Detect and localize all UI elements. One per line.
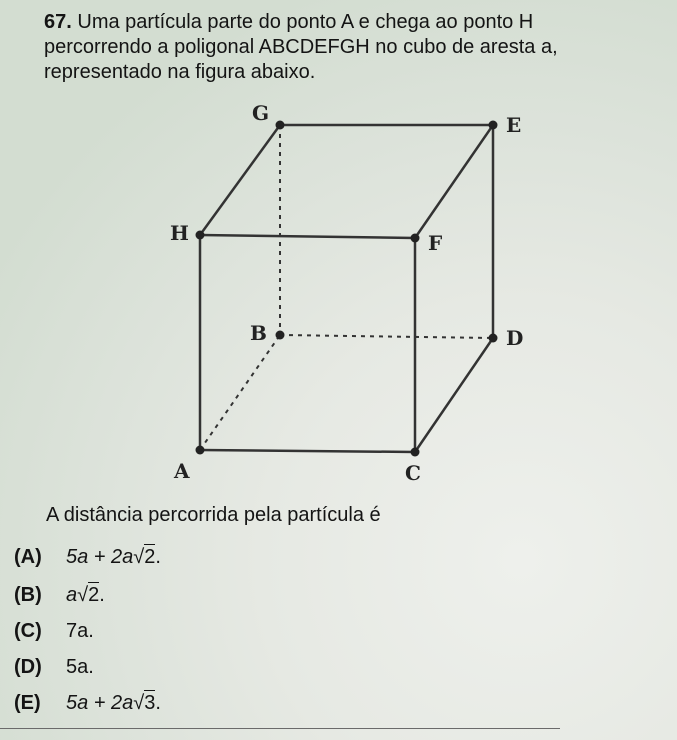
vertex-d (489, 334, 498, 343)
vertex-g (276, 121, 285, 130)
label-g: G (252, 101, 270, 125)
option-text-pre: 5a + 2a (66, 692, 134, 714)
option-text-post: . (155, 546, 161, 568)
label-h: H (170, 221, 189, 245)
label-a: A (174, 459, 190, 483)
question-prompt: A distância percorrida pela partícula é (46, 504, 381, 526)
option-e[interactable] (14, 692, 161, 722)
option-text: 5a. (66, 656, 94, 678)
vertex-e (489, 121, 498, 130)
bottom-divider (0, 728, 560, 729)
option-text-post: . (155, 692, 161, 714)
hidden-edge-a-b (200, 335, 280, 450)
option-letter: (A) (14, 546, 42, 568)
option-letter: (B) (14, 584, 42, 606)
sqrt-sign: √ (133, 692, 145, 714)
option-text: 7a. (66, 620, 94, 642)
hidden-edge-b-d (280, 335, 493, 338)
vertex-c (411, 448, 420, 457)
question-text-line-3: representado na figura abaixo. (44, 61, 316, 83)
option-b[interactable] (14, 584, 105, 614)
question-text-line-2: percorrendo a poligonal ABCDEFGH no cubo de aresta a, (44, 36, 558, 58)
vertex-b (276, 331, 285, 340)
vertex-h (196, 231, 205, 240)
vertex-a (196, 446, 205, 455)
sqrt-radicand: 2 (144, 546, 156, 568)
option-text-pre: 5a + 2a (66, 546, 134, 568)
option-letter: (D) (14, 656, 42, 678)
option-text-post: . (99, 584, 105, 606)
option-letter: (C) (14, 620, 42, 642)
label-e: E (506, 113, 522, 137)
vertex-f (411, 234, 420, 243)
edge-h-g (200, 125, 280, 235)
question-line-1 (44, 10, 664, 35)
option-a[interactable] (14, 546, 161, 576)
label-b: B (250, 321, 267, 345)
option-c[interactable] (14, 620, 94, 650)
edge-d-c (415, 338, 493, 452)
question-statement (44, 10, 664, 85)
sqrt-radicand: 3 (144, 692, 156, 714)
edge-h-f (200, 235, 415, 238)
sqrt-radicand: 2 (88, 584, 100, 606)
option-letter: (E) (14, 692, 41, 714)
question-text-line-1: Uma partícula parte do ponto A e chega ao ponto H (77, 11, 534, 33)
edge-a-c (200, 450, 415, 452)
label-c: C (405, 461, 421, 485)
cube-figure (150, 100, 550, 490)
option-d[interactable] (14, 656, 94, 686)
label-f: F (428, 231, 443, 255)
sqrt-sign: √ (133, 546, 145, 568)
question-number: 67. (44, 11, 72, 33)
label-d: D (506, 326, 524, 350)
sqrt-sign: √ (77, 584, 89, 606)
edge-e-f (415, 125, 493, 238)
option-text-pre: a (66, 584, 78, 606)
